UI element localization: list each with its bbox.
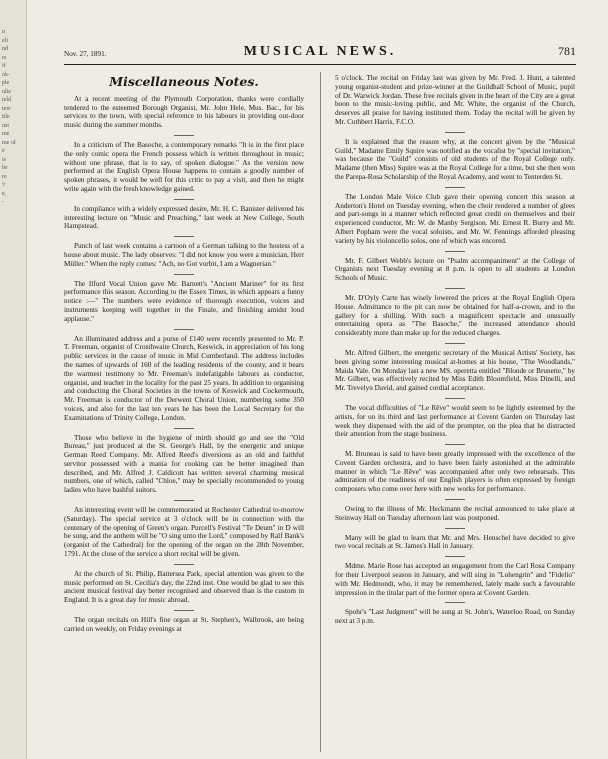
gutter-fragment: is [2,156,7,163]
right-column-paragraph: M. Bruneau is said to have been greatly impressed with the excellence of the Covent Garden orchestra, and to have been fairly astonished at the admirable manner in which "Le Rêve" was accompanied after only two rehearsals. This admiration of the readiness of our English players is often expressed by foreign composers who come over here with new works for performance. [335,450,575,494]
gutter-fragment: ok- [2,71,10,78]
left-column-paragraph: At the church of St. Philip, Battersea Park, special attention was given to the music performed on St. Cecilia's day, the 22nd inst. One would be glad to see this ancient musical festival day better recognised and observed than is the custom in England. It is a great day for music abroad. [64,569,304,605]
gutter-fragment: ulie [2,88,11,95]
gutter-fragment: e [2,148,5,154]
gutter-fragment: me [2,131,10,137]
header-rule [64,64,576,65]
right-column-paragraph: Mr. F. Gilbert Webb's lecture on "Psalm accompaniment" at the College of Organists next Tuesday evening at 8 p.m. is open to all students at London Schools of Music. [335,256,575,283]
paragraph-separator [174,500,194,501]
gutter-fragment: nd [2,46,8,52]
paragraph-separator [174,329,194,330]
paragraph-separator [445,444,465,445]
right-column-body [335,74,575,626]
right-column-paragraph: Mdme. Marie Rose has accepted an engagement from the Carl Rosa Company for their Liverpool season in January, and will sing in "Lohengrin" and "Fidelio" with Mr. Hedmondt, who, it may be remembered, lately made such a favourable impression in the titular part of the former opera at Covent Garden. [335,562,575,597]
paragraph-separator [174,135,194,136]
paragraph-separator [445,251,465,252]
issue-date: Nov. 27, 1891. [64,50,107,58]
left-column-body [64,95,304,634]
paragraph-separator [445,398,465,399]
page-header [64,44,576,62]
left-column-paragraph: The organ recitals on Hill's fine organ at St. Stephen's, Walbrook, are being carried on weekly, on Friday evenings at [64,616,304,633]
gutter-fragment: if [2,63,6,69]
right-column-paragraph: Owing to the illness of Mr. Heckmann the recital announced to take place at Steinway Hall on Tuesday afternoon last was postponed. [335,505,575,522]
page-number: 781 [558,44,576,58]
paragraph-separator [174,274,194,275]
left-column-paragraph: Punch of last week contains a cartoon of a German talking to the hostess of a house about music. The lady observes: "I did not know you were a musician, Herr Müller." When the reply comes: "Ach, no Got vorbit, I am a Wagnerian." [64,242,304,268]
gutter-fragment: iew [2,105,11,112]
paragraph-separator [445,499,465,500]
left-column [64,74,304,634]
section-title: Miscellaneous Notes. [109,74,259,89]
gutter-fragments [2,28,24,207]
left-column-paragraph: The Ilford Vocal Union gave Mr. Barnett's "Ancient Mariner" for its first performance this season. According to the Essex Times, in which appears a funny notice :—" The numbers were evidence of thorough execution, voices and instruments keeping well together in the Finale, and finishing amidst loud applause." [64,279,304,323]
left-column-paragraph: At a recent meeting of the Plymouth Corporation, thanks were cordially tendered to the esteemed Borough Organist, Mr. John Hele, Mus. Bac., for his services to the town, with special reference to his labours in providing out-door music during the summer months. [64,94,304,130]
right-column-paragraph: The vocal difficulties of "Le Rêve" would seem to be lightly esteemed by the artists, for on its third and last performance at Covent Garden on Thursday last week they dispensed with the aid of the prompter, on the plea that he distracted their attention from the stage business. [335,403,575,439]
paragraph-separator [174,428,194,429]
right-column-paragraph: It is explained that the reason why, at the concert given by the "Musical Guild," Madame Emily Squire was notified as the vocalist by "special invitation," was because the "Guild" consists of old students of the Royal College only. Madame (then Miss) Squire was at the Royal College for a time, but she then won the Parepa-Rosa Scholarship of the Royal Academy, and went to Tenterden St. [335,137,575,181]
paragraph-separator [445,556,465,557]
gutter-fragment: ust [2,122,10,129]
gutter-fragment: 'r [2,182,6,188]
right-column-paragraph: Mr. Alfred Gilbert, the energetic secretary of the Musical Artists' Society, has been giving some interesting musical at-homes at his house, "The Woodlands," Maida Vale. On Monday last a new MS. operetta entitled "Blonde or Brunette," by Mr. Gilbert, was effectively recited by Miss Edith Bloomfield, Miss Dinelli, and Mr. Trevelyn David, and gained cordial acceptance. [335,348,575,393]
gutter-fragment: n [2,29,5,35]
gutter-fragment: ield [2,97,11,103]
paragraph-separator [445,528,465,529]
right-column-paragraph: The London Male Voice Club gave their opening concert this season at Anderton's Hotel on Tuesday evening, when the choir rendered a number of glees and part-songs in a manner which reflected great credit on themselves and their experienced conductor, Mr. W. de Manby Sergison. Mr. Ernest R. Burry and Mr. Albert Popham were the vocal soloists, and Mr. W. Fennings afforded pleasing variety by his violoncello solos, one of which was encored. [335,192,575,245]
paragraph-separator [445,343,465,344]
paragraph-separator [445,132,465,133]
paragraph-separator [445,187,465,188]
right-column-paragraph: Spohr's "Last Judgment" will be sung at St. John's, Waterloo Road, on Sunday next at 3 p.m. [335,608,575,626]
gutter-fragment: re [2,173,7,180]
paragraph-separator [174,199,194,200]
paragraph-separator [174,610,194,611]
right-column-paragraph: Mr. D'Oyly Carte has wisely lowered the prices at the Royal English Opera House. Admittance to the pit can now be obtained for half-a-crown, and to the gallery for a shilling. With such a magnificent spectacle and unusually entertaining opera as "The Basoche," the increased attendance should considerably more than make up for the reduced charges. [335,293,575,338]
gutter-fragment: ple [2,80,10,86]
paragraph-separator [174,564,194,565]
paragraph-separator [445,602,465,603]
gutter-fragment: rs [2,54,7,61]
right-column-paragraph: Many will be glad to learn that Mr. and Mrs. Henschel have decided to give two vocal recitals at St. James's Hall in January. [335,533,575,551]
gutter-fragment: me of [2,139,16,146]
gutter-fragment: - [2,199,4,205]
gutter-fragment: eli [2,37,8,44]
paragraph-separator [174,236,194,237]
column-divider [320,72,321,752]
left-column-paragraph: In compliance with a widely expressed desire, Mr. H. C. Banister delivered his interesting lecture on "Music and Preaching," last week at New College, South Hampstead. [64,204,304,231]
right-column [335,74,575,626]
gutter-fragment: ttle [2,114,10,120]
right-column-paragraph: 5 o'clock. The recital on Friday last was given by Mr. Fred. J. Hunt, a talented young organist-student and prize-winner at the Guildhall School of Music, pupil of Dr. Warwick Jordan. These free recitals given in the heart of the City are a great boon to the music-loving public, and Mr. White, the organist of the Church, deserves all praise for having instituted them. Today the recital will be given by Mr. Cuthbert Harris, F.C.O. [335,74,575,126]
masthead-title: MUSICAL NEWS. [243,44,397,59]
left-column-paragraph: An illuminated address and a purse of £140 were recently presented to Mr. P. T. Freeman, organist of Crosthwaite Church, Keswick, in appreciation of his long public services in the cause of music in Mid Cumberland. The address includes the names of upwards of 160 of the leading residents of the county, and it bears the warmest testimony to Mr. Freeman's indefatigable labours as conductor, organist, and teacher in the locality for the past 25 years. In addition to organising and conducting the Choral Societies in the towns of Keswick and Cockermouth, Mr. Freeman is conductor of the Derwent Choral Union, numbering some 350 voices, and also for the last ten years he has been the Local Secretary for the Examinations of Trinity College, London. [64,334,304,422]
gutter-fragment: be [2,165,8,171]
binding-gutter [0,0,27,759]
paragraph-separator [445,288,465,289]
left-column-paragraph: In a criticism of The Basoche, a contemporary remarks "It is in the first place the only comic opera the French possess which is written throughout in music; without one phrase, that is to say, of spoken dialogue." As the version now performed at the English Opera House happens to contain a goodly number of spoken phrases, it would be well for this critic to pay a visit, and then he might write again with the fresh knowledge gained. [64,140,304,193]
left-column-paragraph: An interesting event will be commemorated at Rochester Cathedral to-morrow (Saturday). The special service at 3 o'clock will be in connection with the centenary of the opening of Green's organ. Purcell's Festival "Te Deum" in D will be sung, and the anthem will be "O sing unto the Lord," composed by Ralf Bank's (organist of the Cathedral) for the opening of the organ on the 28th November, 1791. At the close of the service a short recital will be given. [64,506,304,559]
gutter-fragment: e, [2,190,7,197]
left-column-paragraph: Those who believe in the hygiene of mirth should go and see the "Old Bureau," just produced at the St. George's Hall, by the energetic and unique German Reed Company. Mr. Alfred Reed's diversions as an old and faithful servitor possessed with a mania for cooking can be better imagined than described, and Mr. Alfred J. Caldicott has written several charming musical numbers, one of which, called "Chloe," may be specially recommended to young ladies who have bashful suitors. [64,433,304,495]
